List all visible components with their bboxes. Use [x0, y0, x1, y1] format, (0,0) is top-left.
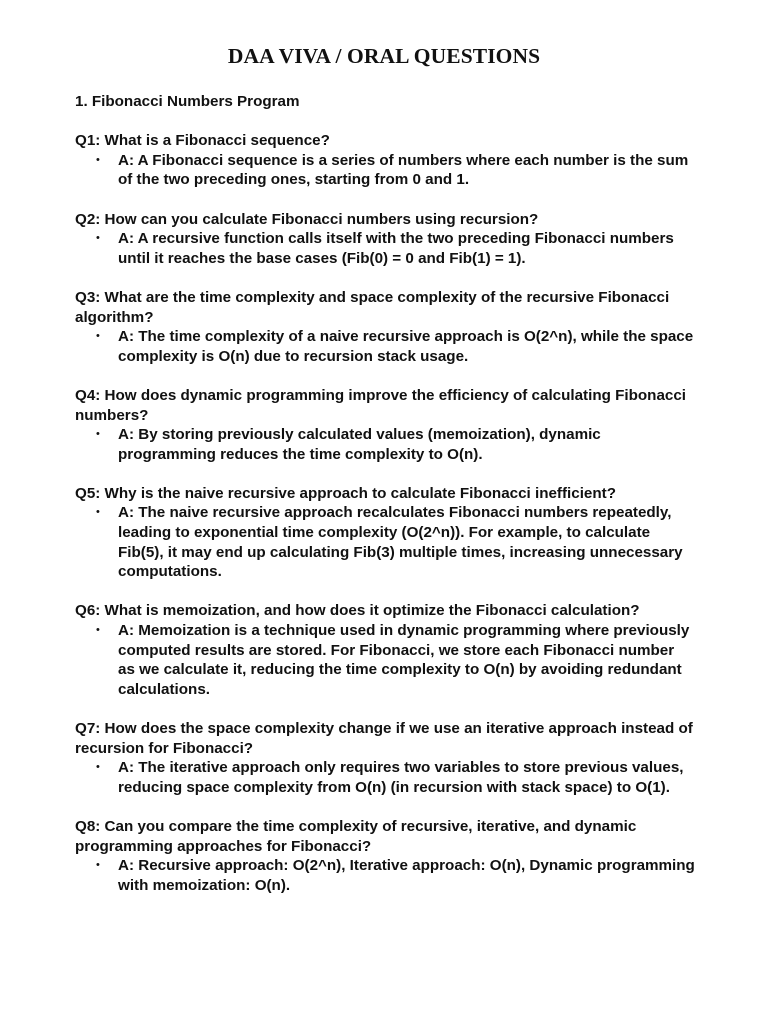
document-title: DAA VIVA / ORAL QUESTIONS: [227, 44, 541, 68]
section-heading: 1. Fibonacci Numbers Program: [75, 93, 300, 110]
answer-text: A: By storing previously calculated values (memoization), dynamic programming reduces the time complexity to O(n).: [118, 426, 601, 463]
answer-text: A: Memoization is a technique used in dynamic programming where previously computed results are stored. For Fibonacci, we store each Fibonacci number as we calculate it, reducing the time complexity to O(n) by avoiding redundant calculations.: [118, 622, 690, 698]
answer-list: [75, 758, 695, 797]
bullet-icon: •: [96, 428, 100, 441]
answer-text: A: Recursive approach: O(2^n), Iterative approach: O(n), Dynamic programming with memoization: O(n).: [118, 857, 695, 894]
question-text: Q7: How does the space complexity change if we use an iterative approach instead of recursion for Fibonacci?: [75, 720, 693, 757]
qa-item-q4: [75, 386, 695, 464]
qa-item-q5: [75, 484, 695, 582]
answer-item: [75, 229, 695, 268]
answer-list: [75, 425, 695, 464]
document-body: [75, 92, 695, 915]
answer-list: [75, 327, 695, 366]
bullet-icon: •: [96, 232, 100, 245]
answer-list: [75, 621, 695, 699]
qa-item-q7: [75, 719, 695, 797]
answer-text: A: A Fibonacci sequence is a series of numbers where each number is the sum of the two preceding ones, starting from 0 and 1.: [118, 151, 689, 189]
answer-text: A: The iterative approach only requires two variables to store previous values, reducing space complexity from O(n) (in recursion with stack space) to O(1).: [118, 759, 684, 796]
bullet-icon: •: [96, 506, 100, 519]
answer-list: [75, 856, 695, 895]
answer-item: [75, 503, 695, 581]
bullet-icon: •: [96, 761, 100, 774]
answer-item: [75, 621, 695, 699]
question-text: Q8: Can you compare the time complexity of recursive, iterative, and dynamic programming approaches for Fibonacci?: [75, 817, 637, 855]
bullet-icon: •: [96, 153, 100, 166]
qa-item-q8: [75, 817, 695, 895]
question-text: Q4: How does dynamic programming improve the efficiency of calculating Fibonacci numbers?: [75, 386, 687, 424]
question-text: Q6: What is memoization, and how does it optimize the Fibonacci calculation?: [75, 602, 640, 620]
answer-list: [75, 151, 695, 190]
qa-item-q2: [75, 210, 695, 269]
bullet-icon: •: [96, 859, 100, 872]
question-text: Q3: What are the time complexity and space complexity of the recursive Fibonacci algorithm?: [75, 288, 670, 326]
answer-item: [75, 758, 695, 797]
question-text: Q1: What is a Fibonacci sequence?: [75, 132, 330, 150]
answer-item: [75, 327, 695, 366]
answer-item: [75, 425, 695, 464]
answer-text: A: The time complexity of a naive recursive approach is O(2^n), while the space complexity is O(n) due to recursion stack usage.: [118, 328, 694, 365]
bullet-icon: •: [96, 624, 100, 637]
qa-item-q3: [75, 288, 695, 366]
bullet-icon: •: [96, 330, 100, 343]
question-text: Q5: Why is the naive recursive approach to calculate Fibonacci inefficient?: [75, 484, 616, 502]
answer-item: [75, 856, 695, 895]
answer-text: A: A recursive function calls itself with the two preceding Fibonacci numbers until it reaches the base cases (Fib(0) = 0 and Fib(1) = 1).: [118, 230, 674, 267]
answer-list: [75, 503, 695, 581]
answer-text: A: The naive recursive approach recalculates Fibonacci numbers repeatedly, leading to exponential time complexity (O(2^n)). For example, to calculate Fib(5), it may end up calculating Fib(3) multiple times, increasing unnecessary computations.: [118, 504, 683, 581]
qa-item-q1: [75, 131, 695, 190]
answer-item: [75, 151, 695, 190]
qa-item-q6: [75, 601, 695, 699]
question-text: Q2: How can you calculate Fibonacci numbers using recursion?: [75, 210, 539, 228]
answer-list: [75, 229, 695, 268]
